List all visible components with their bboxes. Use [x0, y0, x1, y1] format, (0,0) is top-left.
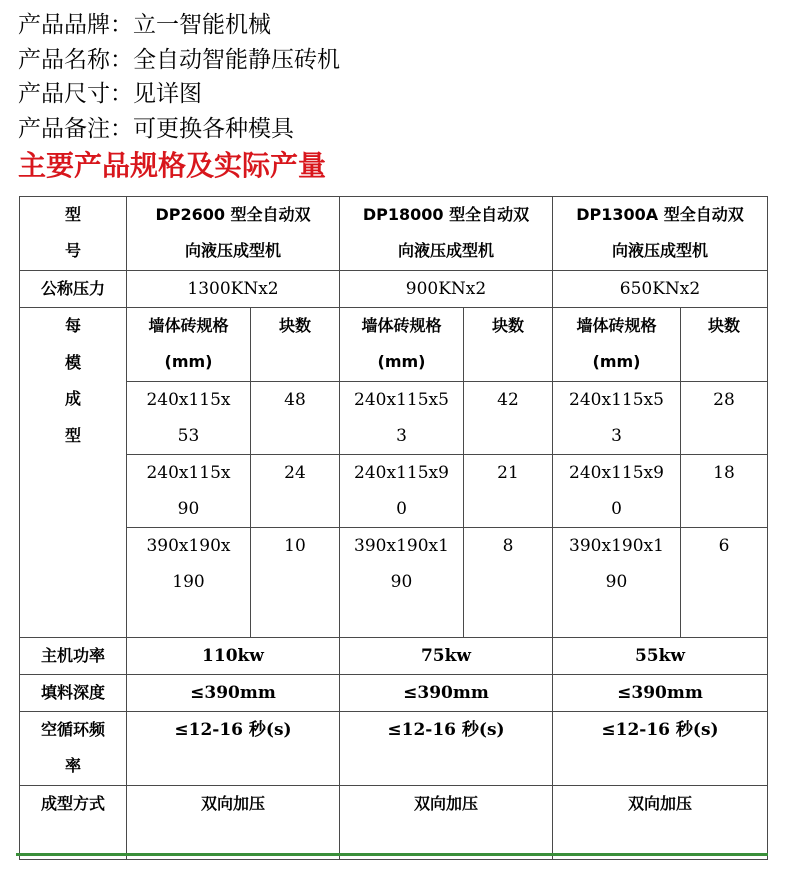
model-row: [20, 197, 768, 271]
fill-label: 填料深度: [20, 675, 127, 712]
info-label: 产品品牌：: [18, 12, 133, 38]
per-mold-label-cell: [20, 308, 127, 638]
brick-count: 21: [464, 455, 553, 528]
info-line-size: [18, 77, 340, 112]
mold-row: [20, 382, 768, 455]
info-label: 产品尺寸：: [18, 81, 133, 107]
info-label: 产品名称：: [18, 46, 133, 73]
model-cell: [127, 197, 340, 271]
power-value: 110kw: [127, 638, 340, 675]
brick-size: [553, 382, 681, 455]
power-label: 主机功率: [20, 638, 127, 675]
cycle-label-line: 率: [64, 756, 81, 775]
per-mold-char: 每: [64, 316, 81, 335]
mold-row: [20, 455, 768, 528]
fill-value: ≤390mm: [127, 675, 340, 712]
method-row: [20, 786, 768, 860]
cycle-value: ≤12-16 秒(s): [553, 712, 768, 786]
fill-value: ≤390mm: [553, 675, 768, 712]
section-title: 主要产品规格及实际产量: [18, 149, 327, 182]
cycle-value: ≤12-16 秒(s): [340, 712, 553, 786]
mold-header-row: [20, 308, 768, 382]
brick-size: [553, 528, 681, 638]
power-value: 55kw: [553, 638, 768, 675]
size-header-line: (mm): [164, 352, 213, 371]
model-line: 向液压成型机: [611, 241, 708, 260]
spec-table: [19, 196, 768, 860]
method-value: 双向加压: [127, 786, 340, 860]
brick-size-line: 0: [396, 499, 407, 519]
brick-count: 8: [464, 528, 553, 638]
model-line: DP18000 型全自动双: [362, 205, 530, 224]
pressure-value: 1300KNx2: [127, 271, 340, 308]
per-mold-char: 模: [64, 352, 81, 372]
info-value: 见详图: [133, 81, 202, 107]
size-header-line: 墙体砖规格: [148, 316, 229, 335]
count-header: 块数: [464, 308, 553, 382]
brick-size-line: 240x115x: [146, 463, 231, 483]
size-header-line: (mm): [377, 352, 426, 371]
cycle-row: [20, 712, 768, 786]
fill-row: [20, 675, 768, 712]
product-info: [18, 8, 340, 146]
size-header-line: 墙体砖规格: [576, 316, 657, 335]
info-label: 产品备注：: [18, 115, 133, 142]
fill-value: ≤390mm: [340, 675, 553, 712]
per-mold-char: 成: [64, 389, 81, 408]
model-cell: [340, 197, 553, 271]
method-value: 双向加压: [553, 786, 768, 860]
per-mold-char: 型: [64, 425, 81, 445]
pressure-value: 650KNx2: [553, 271, 768, 308]
size-header-line: (mm): [592, 352, 641, 371]
brick-size-line: 53: [177, 426, 200, 446]
brick-size-line: 240x115x5: [569, 390, 664, 410]
brick-size-line: 240x115x: [146, 390, 231, 410]
brick-count: 18: [681, 455, 768, 528]
brick-count: 48: [251, 382, 340, 455]
brick-size: [340, 528, 464, 638]
brick-size: [127, 528, 251, 638]
info-value: 立一智能机械: [133, 12, 271, 38]
brick-size: [127, 455, 251, 528]
mold-row: [20, 528, 768, 638]
info-value: 可更换各种模具: [133, 115, 294, 142]
brick-size-line: 390x190x1: [569, 536, 664, 556]
cycle-label-line: 空循环频: [40, 720, 105, 739]
model-line: DP1300A 型全自动双: [576, 205, 744, 224]
size-header: [553, 308, 681, 382]
power-row: [20, 638, 768, 675]
brick-size-line: 90: [177, 499, 200, 519]
cycle-label-cell: [20, 712, 127, 786]
bottom-divider: [16, 853, 768, 856]
size-header: [127, 308, 251, 382]
brick-size-line: 240x115x9: [569, 463, 664, 483]
cycle-value: ≤12-16 秒(s): [127, 712, 340, 786]
brick-size-line: 90: [390, 572, 413, 592]
brick-count: 6: [681, 528, 768, 638]
brick-count: 28: [681, 382, 768, 455]
size-header: [340, 308, 464, 382]
model-line: 向液压成型机: [184, 241, 281, 260]
pressure-label: 公称压力: [20, 271, 127, 308]
info-line-note: [18, 112, 340, 147]
count-header: 块数: [251, 308, 340, 382]
brick-size-line: 90: [605, 572, 628, 592]
brick-size: [127, 382, 251, 455]
method-label: 成型方式: [20, 786, 127, 860]
brick-size-line: 3: [396, 426, 407, 446]
model-label-cell: [20, 197, 127, 271]
count-header: 块数: [681, 308, 768, 382]
model-label-char: 型: [64, 205, 81, 224]
model-cell: [553, 197, 768, 271]
brick-count: 42: [464, 382, 553, 455]
power-value: 75kw: [340, 638, 553, 675]
brick-size-line: 0: [611, 499, 622, 519]
method-value: 双向加压: [340, 786, 553, 860]
brick-size-line: 3: [611, 426, 622, 446]
pressure-row: [20, 271, 768, 308]
brick-size: [340, 455, 464, 528]
brick-size-line: 390x190x1: [354, 536, 449, 556]
model-line: DP2600 型全自动双: [155, 205, 311, 224]
info-line-brand: [18, 8, 340, 43]
brick-size-line: 190: [172, 572, 205, 592]
brick-size: [340, 382, 464, 455]
brick-size-line: 240x115x5: [354, 390, 449, 410]
info-value: 全自动智能静压砖机: [133, 46, 340, 73]
brick-size-line: 240x115x9: [354, 463, 449, 483]
brick-size: [553, 455, 681, 528]
model-label-char: 号: [64, 241, 81, 260]
model-line: 向液压成型机: [397, 241, 494, 260]
info-line-name: [18, 43, 340, 78]
pressure-value: 900KNx2: [340, 271, 553, 308]
brick-size-line: 390x190x: [146, 536, 231, 556]
size-header-line: 墙体砖规格: [361, 316, 442, 335]
brick-count: 10: [251, 528, 340, 638]
brick-count: 24: [251, 455, 340, 528]
